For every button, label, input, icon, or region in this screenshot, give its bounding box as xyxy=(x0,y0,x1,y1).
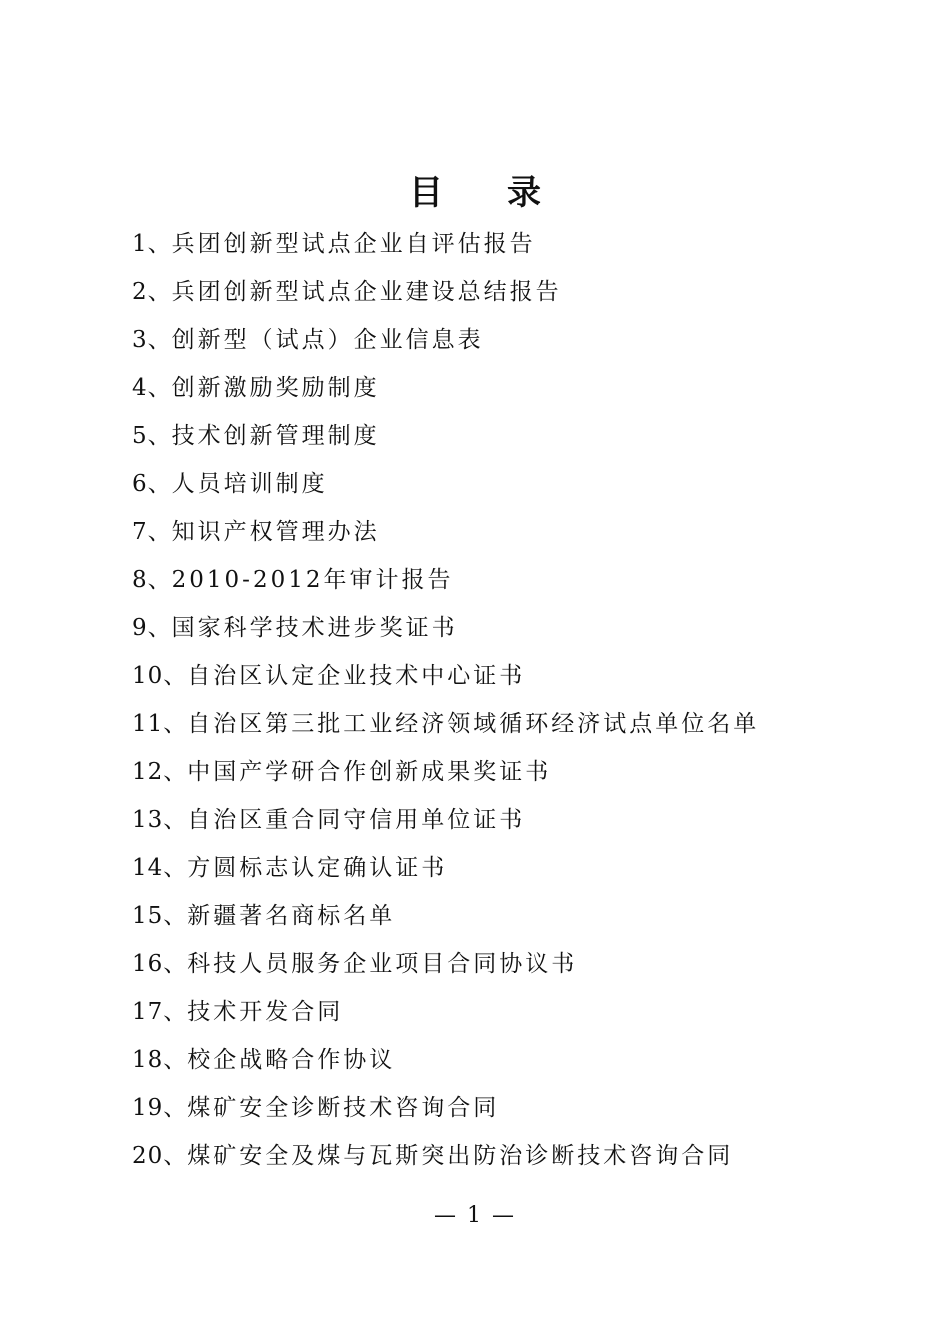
toc-item xyxy=(132,556,892,604)
toc-item-text: 自治区第三批工业经济领域循环经济试点单位名单 xyxy=(187,711,760,737)
toc-item-number: 13、 xyxy=(132,807,188,833)
toc-item-number: 12、 xyxy=(132,759,188,785)
toc-item xyxy=(132,796,892,844)
toc-item-text: 知识产权管理办法 xyxy=(171,519,380,545)
toc-item-text: 新疆著名商标名单 xyxy=(187,903,396,929)
toc-item-number: 8、 xyxy=(132,567,172,593)
toc-item xyxy=(132,652,892,700)
toc-item-text: 中国产学研合作创新成果奖证书 xyxy=(187,759,552,785)
toc-item-number: 7、 xyxy=(132,519,172,545)
page-title xyxy=(0,168,950,218)
toc-item xyxy=(132,364,892,412)
toc-item xyxy=(132,748,892,796)
toc-item xyxy=(132,1036,892,1084)
toc-item xyxy=(132,460,892,508)
toc-item-number: 1、 xyxy=(132,231,172,257)
toc-item xyxy=(132,844,892,892)
toc-item-number: 18、 xyxy=(132,1047,188,1073)
toc-item xyxy=(132,892,892,940)
toc-item-number: 9、 xyxy=(132,615,172,641)
title-char-2: 录 xyxy=(507,173,541,213)
toc-item-number: 5、 xyxy=(132,423,172,449)
toc-item xyxy=(132,508,892,556)
toc-item-text: 自治区认定企业技术中心证书 xyxy=(187,663,526,689)
toc-item-text: 创新激励奖励制度 xyxy=(171,375,380,401)
toc-item-number: 14、 xyxy=(132,855,188,881)
toc-item xyxy=(132,1132,892,1180)
toc-item xyxy=(132,268,892,316)
toc-item-number: 6、 xyxy=(132,471,172,497)
toc-item-number: 16、 xyxy=(132,951,188,977)
toc-item xyxy=(132,700,892,748)
toc-item-text: 煤矿安全诊断技术咨询合同 xyxy=(187,1095,500,1121)
toc-item-number: 2、 xyxy=(132,279,172,305)
toc-item-number: 4、 xyxy=(132,375,172,401)
page-number: — 1 — xyxy=(434,1203,516,1228)
toc-item-number: 19、 xyxy=(132,1095,188,1121)
toc-item-text: 创新型（试点）企业信息表 xyxy=(171,327,484,353)
toc-item xyxy=(132,316,892,364)
toc-item-number: 15、 xyxy=(132,903,188,929)
toc-item xyxy=(132,412,892,460)
toc-item-text: 技术创新管理制度 xyxy=(171,423,380,449)
toc-item-number: 10、 xyxy=(132,663,188,689)
title-char-1: 目 xyxy=(409,173,443,213)
toc-item-text: 兵团创新型试点企业建设总结报告 xyxy=(171,279,562,305)
toc-item-text: 校企战略合作协议 xyxy=(187,1047,396,1073)
toc-item-text: 人员培训制度 xyxy=(171,471,328,497)
toc-item-text: 方圆标志认定确认证书 xyxy=(187,855,448,881)
toc-item-text: 2010-2012年审计报告 xyxy=(171,567,454,593)
table-of-contents xyxy=(132,220,892,1180)
toc-item-text: 自治区重合同守信用单位证书 xyxy=(187,807,526,833)
toc-item xyxy=(132,988,892,1036)
toc-item xyxy=(132,604,892,652)
toc-item-number: 11、 xyxy=(132,711,188,737)
toc-item-text: 国家科学技术进步奖证书 xyxy=(171,615,458,641)
toc-item-text: 兵团创新型试点企业自评估报告 xyxy=(171,231,536,257)
toc-item-number: 20、 xyxy=(132,1143,188,1169)
toc-item xyxy=(132,220,892,268)
toc-item-text: 科技人员服务企业项目合同协议书 xyxy=(187,951,578,977)
toc-item-number: 17、 xyxy=(132,999,188,1025)
toc-item-text: 煤矿安全及煤与瓦斯突出防治诊断技术咨询合同 xyxy=(187,1143,734,1169)
toc-item xyxy=(132,940,892,988)
toc-item-text: 技术开发合同 xyxy=(187,999,344,1025)
toc-item-number: 3、 xyxy=(132,327,172,353)
toc-item xyxy=(132,1084,892,1132)
